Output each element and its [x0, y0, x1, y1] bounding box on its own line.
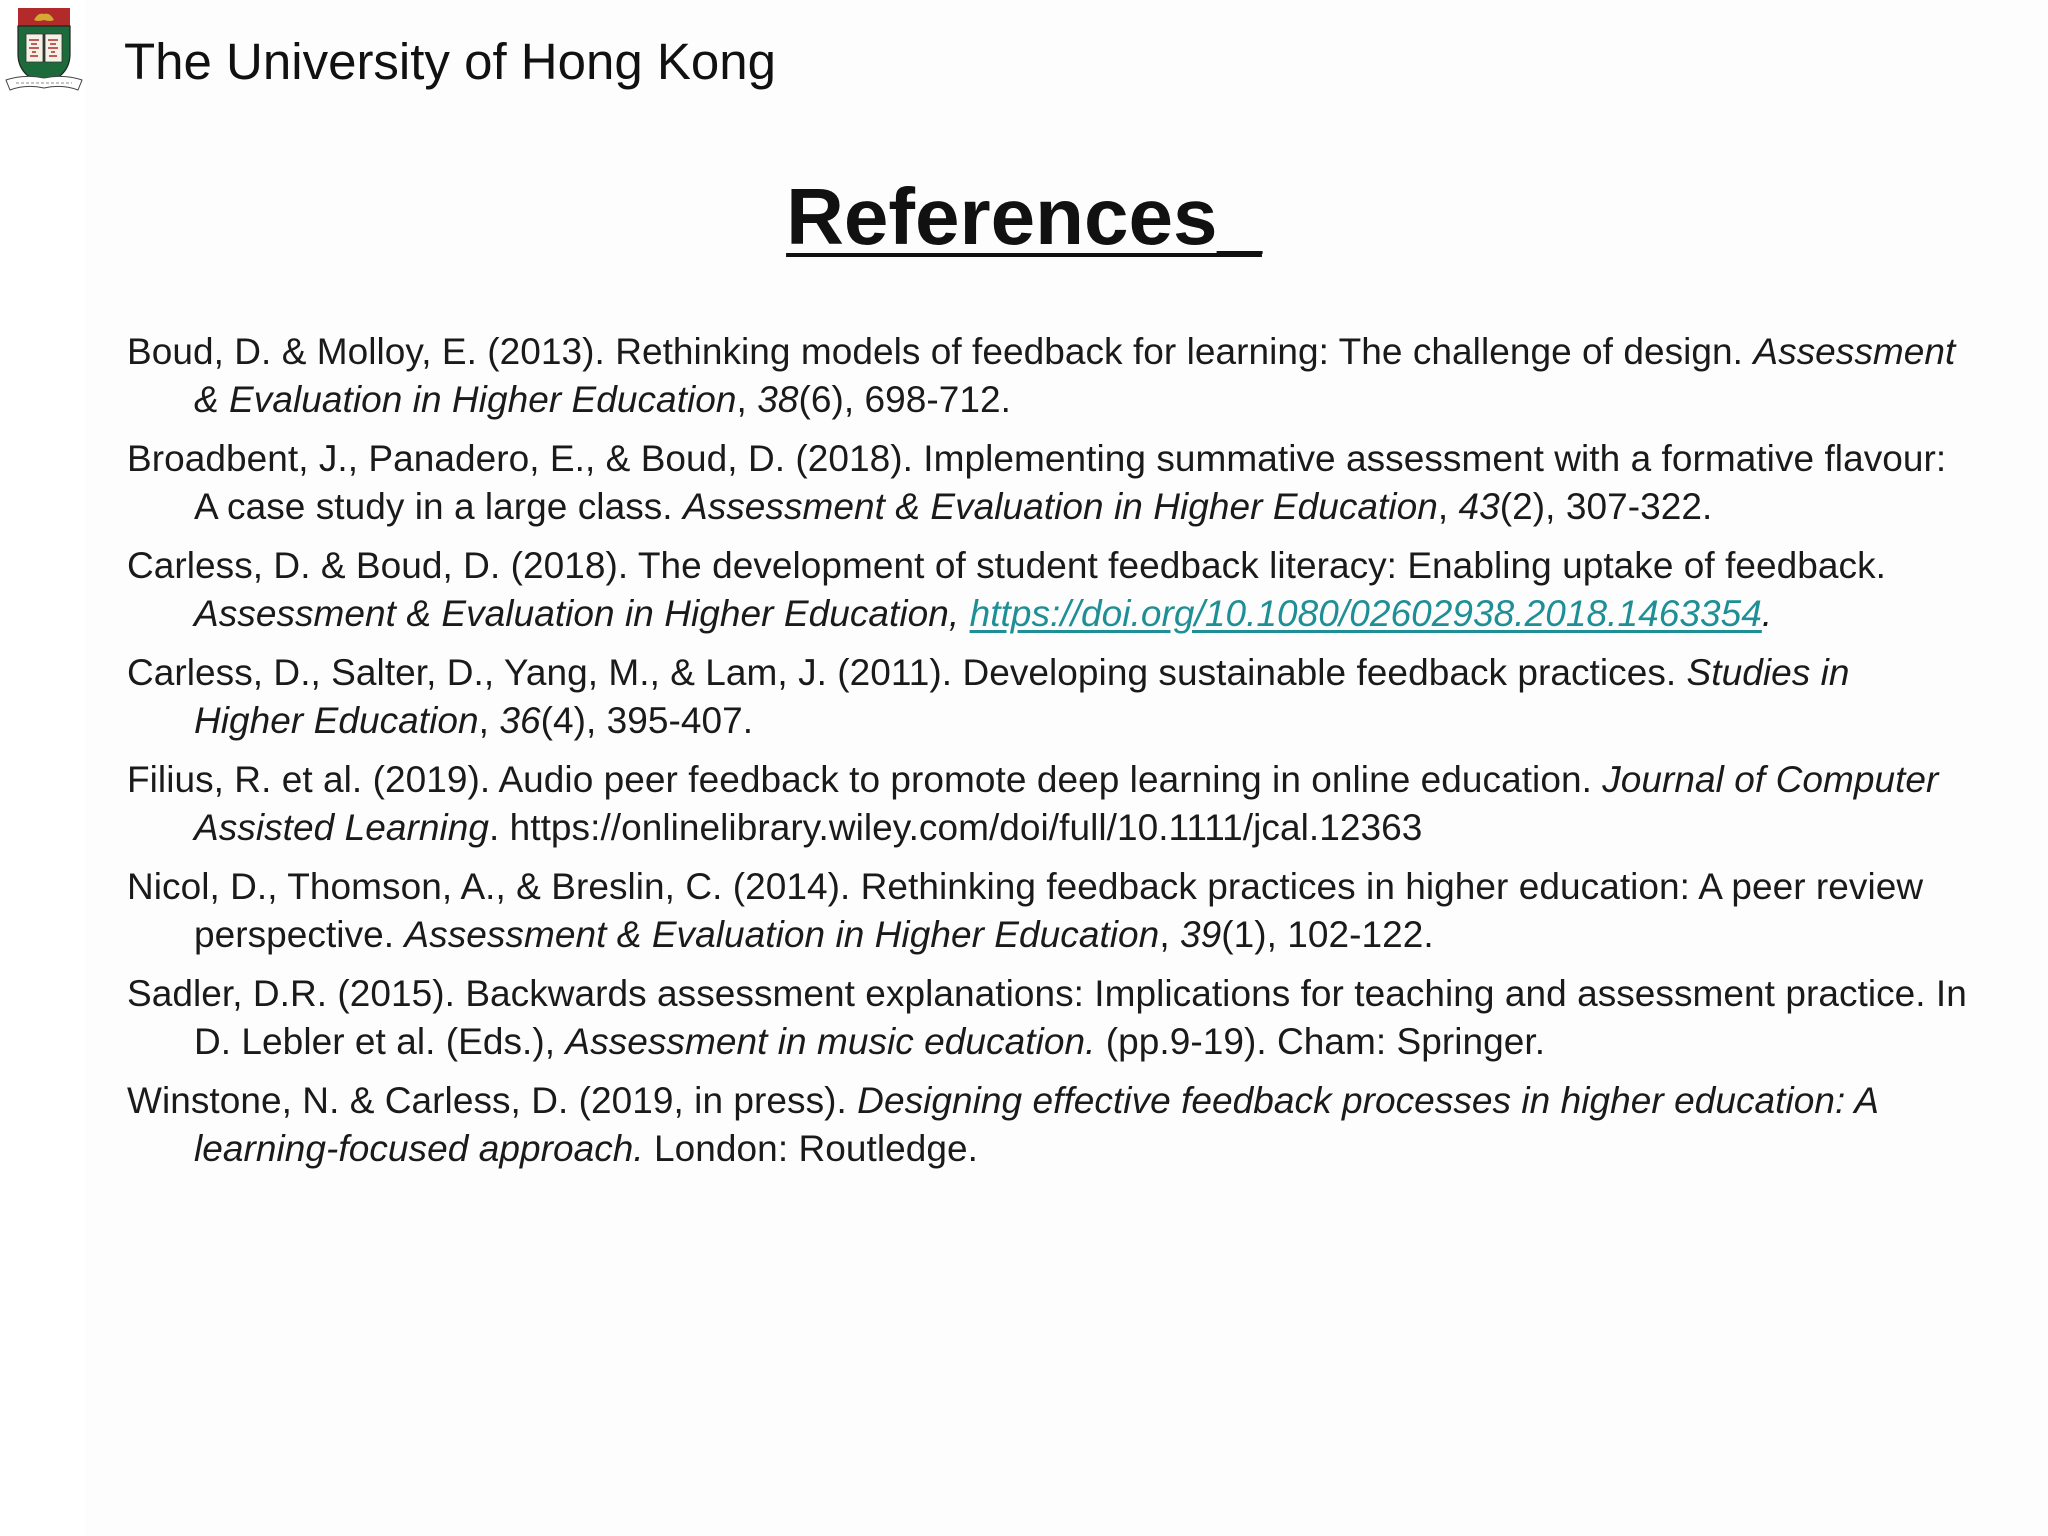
reference-text: Carless, D. & Boud, D. (2018). The development of student feedback literacy: Enabling uptake of feedback. — [127, 545, 1886, 586]
reference-text: (1), 102-122. — [1221, 914, 1434, 955]
volume-number: 43 — [1458, 486, 1500, 527]
reference-text: Winstone, N. & Carless, D. (2019, in press). — [127, 1080, 858, 1121]
journal-title: Assessment & Evaluation in Higher Education — [682, 486, 1438, 527]
reference-text: , — [736, 379, 758, 420]
book-title: Assessment in music education. — [565, 1021, 1096, 1062]
journal-title: Assessment & Evaluation in Higher Education — [404, 914, 1160, 955]
journal-title: Assessment & Evaluation in Higher Education, — [194, 593, 960, 634]
reference-text: , — [1159, 914, 1180, 955]
reference-item — [127, 649, 1967, 745]
reference-text: , — [478, 700, 500, 741]
reference-item — [127, 435, 1967, 531]
reference-item — [127, 542, 1967, 638]
reference-text: (2), 307-322. — [1499, 486, 1713, 527]
page-title — [0, 170, 2048, 264]
reference-item — [127, 1077, 1967, 1173]
page-title-text: References_ — [786, 172, 1262, 261]
header — [0, 0, 2048, 110]
reference-item — [127, 863, 1967, 959]
journal-title: Assessment & Evaluation in Higher Education — [194, 331, 1956, 420]
reference-text: Nicol, D., Thomson, A., & Breslin, C. (2014). Rethinking feedback practices in higher education: A peer review perspective. — [127, 866, 1924, 955]
reference-text: Sadler, D.R. (2015). Backwards assessment explanations: Implications for teaching and assessment practice. In D. Lebler et al. (Eds.), — [127, 973, 1967, 1062]
hku-crest-icon — [4, 4, 84, 92]
reference-text: (4), 395-407. — [540, 700, 754, 741]
reference-list — [127, 328, 1967, 1184]
volume-number: 36 — [499, 700, 541, 741]
reference-text: Carless, D., Salter, D., Yang, M., & Lam, J. (2011). Developing sustainable feedback practices. — [127, 652, 1687, 693]
reference-text: Boud, D. & Molloy, E. (2013). Rethinking models of feedback for learning: The challenge of design. — [127, 331, 1754, 372]
university-name: The University of Hong Kong — [124, 33, 776, 90]
reference-text: Broadbent, J., Panadero, E., & Boud, D. (2018). Implementing summative assessment with a formative flavour: A case study in a large class. — [127, 438, 1947, 527]
journal-title: Studies in Higher Education — [194, 652, 1850, 741]
reference-text: London: Routledge. — [643, 1128, 978, 1169]
reference-item — [127, 970, 1967, 1066]
reference-text: . https://onlinelibrary.wiley.com/doi/full/10.1111/jcal.12363 — [488, 807, 1423, 848]
reference-text — [959, 593, 969, 634]
reference-text: , — [1437, 486, 1459, 527]
reference-text: . — [1761, 593, 1773, 634]
volume-number: 38 — [757, 379, 799, 420]
reference-item — [127, 756, 1967, 852]
book-title: Designing effective feedback processes in higher education: A learning-focused approach. — [194, 1080, 1878, 1169]
volume-number: 39 — [1179, 914, 1222, 955]
reference-text: (pp.9-19). Cham: Springer. — [1095, 1021, 1546, 1062]
doi-link[interactable]: https://doi.org/10.1080/02602938.2018.1463354 — [969, 593, 1762, 634]
reference-text: Filius, R. et al. (2019). Audio peer feedback to promote deep learning in online education. — [127, 759, 1603, 800]
reference-item — [127, 328, 1967, 424]
journal-title: Journal of Computer Assisted Learning — [194, 759, 1939, 848]
reference-text: (6), 698-712. — [798, 379, 1011, 420]
